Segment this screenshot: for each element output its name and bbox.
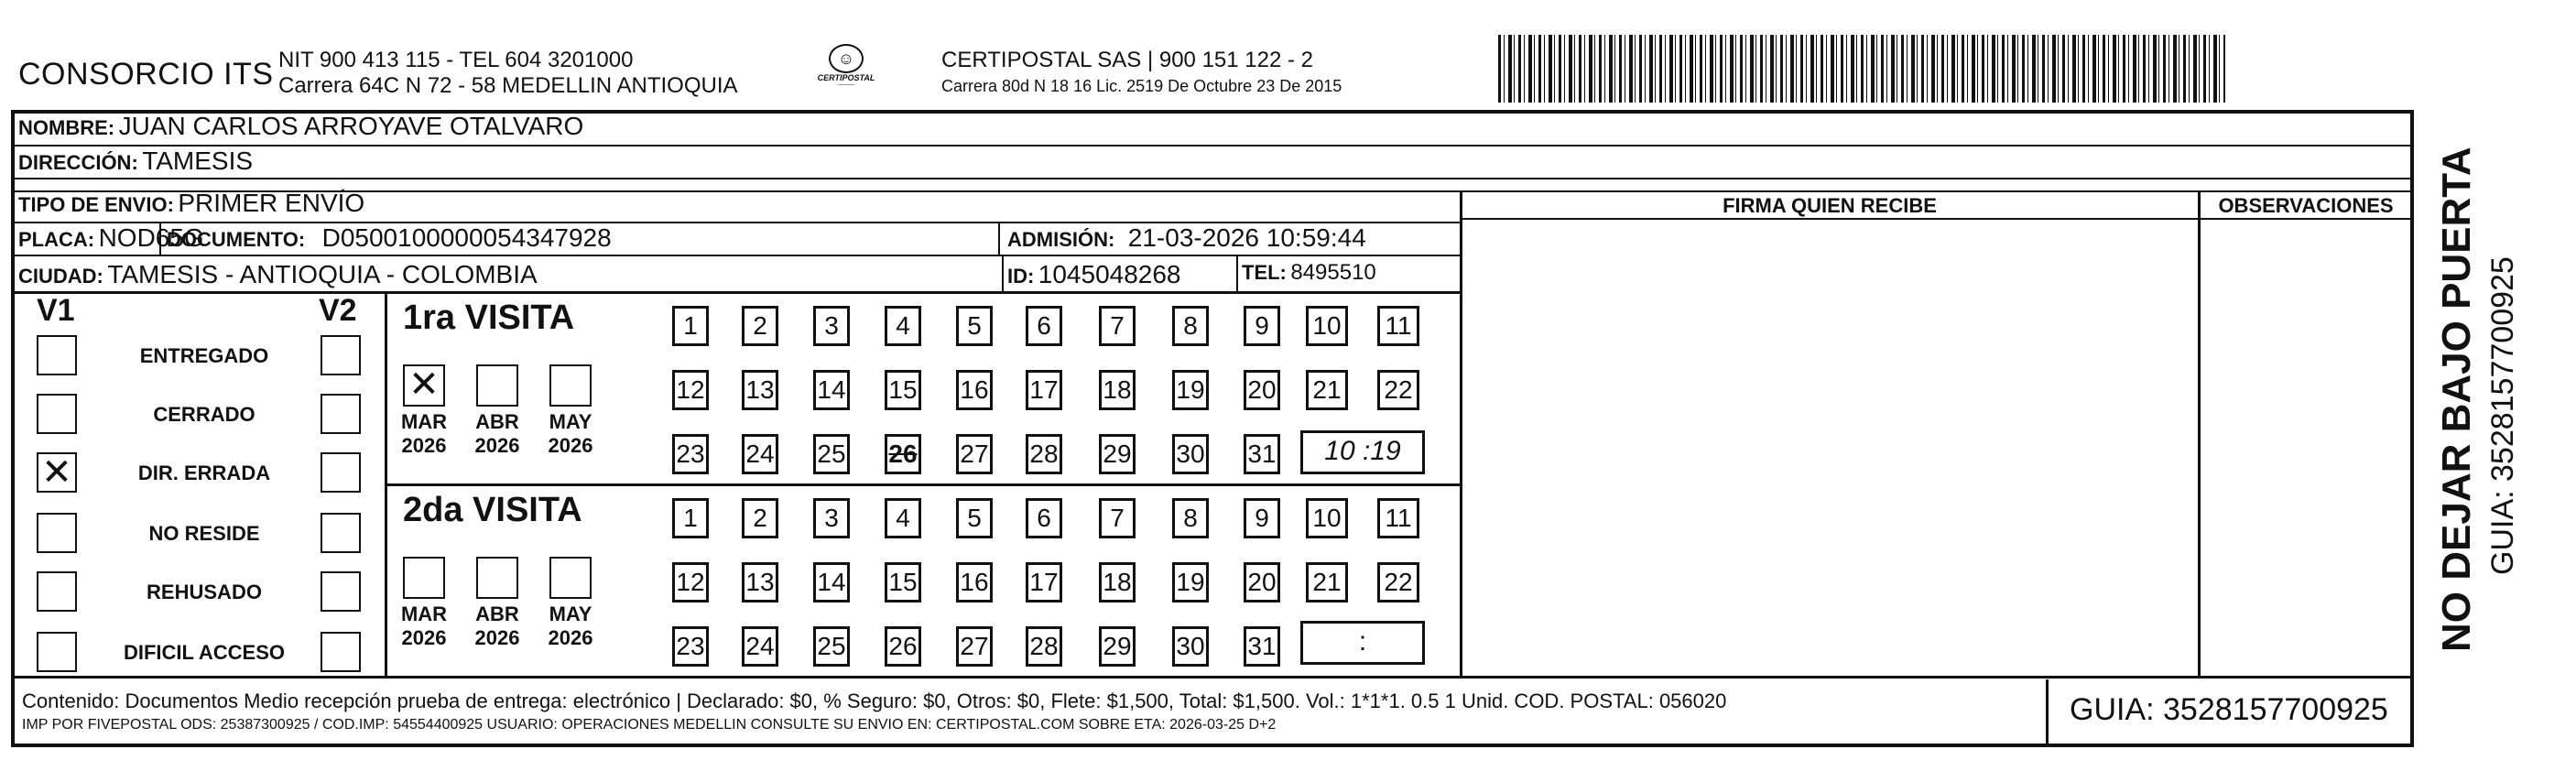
month-year: 2026 <box>548 626 593 649</box>
day-checkbox[interactable]: 28 <box>1026 626 1062 667</box>
observaciones-left-border <box>2198 190 2201 677</box>
v1-checkbox[interactable] <box>37 513 77 553</box>
row-divider <box>11 291 1462 294</box>
day-checkbox[interactable]: 17 <box>1026 562 1062 603</box>
day-checkbox[interactable]: 12 <box>672 562 709 603</box>
month-name: MAY <box>549 603 592 625</box>
row-divider <box>11 190 2412 192</box>
day-checkbox[interactable]: 20 <box>1244 370 1280 410</box>
day-checkbox[interactable]: 6 <box>1026 498 1062 538</box>
admision-cell <box>1007 223 1366 253</box>
id-cell <box>1007 260 1181 289</box>
month-label <box>542 603 599 650</box>
month-checkbox[interactable] <box>476 364 518 407</box>
day-checkbox[interactable]: 8 <box>1172 306 1209 346</box>
day-checkbox[interactable]: 5 <box>956 306 993 346</box>
observaciones-label: OBSERVACIONES <box>2218 194 2394 217</box>
row-divider <box>1462 218 2198 220</box>
documento-cell <box>167 223 612 253</box>
month-year: 2026 <box>401 626 447 649</box>
tipo-envio-value: PRIMER ENVÍO <box>178 189 365 217</box>
day-checkbox[interactable]: 12 <box>672 370 709 410</box>
month-label <box>469 603 526 650</box>
direccion-label: DIRECCIÓN: <box>18 151 138 174</box>
logo-text: CERTIPOSTAL <box>817 73 875 82</box>
ciudad-cell <box>18 260 538 289</box>
day-checkbox[interactable]: 25 <box>813 626 850 667</box>
day-checkbox[interactable]: 7 <box>1099 306 1136 346</box>
side-guia: GUIA: 3528157700925 <box>2485 256 2520 575</box>
v1-checkbox[interactable] <box>37 335 77 375</box>
nit-line: NIT 900 413 115 - TEL 604 3201000 <box>278 48 634 72</box>
firma-label: FIRMA QUIEN RECIBE <box>1723 194 1937 217</box>
certi-license-line: Carrera 80d N 18 16 Lic. 2519 De Octubre 23 De 2015 <box>941 77 1342 95</box>
month-label <box>542 410 599 458</box>
row-divider <box>11 676 2412 679</box>
v2-checkbox[interactable] <box>321 335 361 375</box>
logo-emblem-icon: ☺ <box>829 44 864 73</box>
status-label: ENTREGADO <box>139 344 269 367</box>
frame-bottom <box>11 744 2414 747</box>
placa-value: NOD65G <box>98 223 204 252</box>
day-checkbox[interactable]: 30 <box>1172 626 1209 667</box>
month-checkbox[interactable] <box>403 557 445 599</box>
day-checkbox[interactable]: 3 <box>813 306 850 346</box>
day-checkbox[interactable]: 29 <box>1099 434 1136 474</box>
company-name: CONSORCIO ITS <box>18 57 274 92</box>
admision-label: ADMISIÓN: <box>1007 228 1115 251</box>
day-checkbox[interactable]: 4 <box>885 306 921 346</box>
v2-checkbox[interactable] <box>321 632 361 672</box>
day-checkbox[interactable]: 29 <box>1099 626 1136 667</box>
certipostal-logo <box>810 40 883 106</box>
day-checkbox[interactable]: 18 <box>1099 370 1136 410</box>
id-label: ID: <box>1007 265 1035 288</box>
month-year: 2026 <box>474 626 520 649</box>
nombre-value: JUAN CARLOS ARROYAVE OTALVARO <box>118 112 584 140</box>
day-checkbox[interactable]: 19 <box>1172 370 1209 410</box>
day-checkbox[interactable]: 19 <box>1172 562 1209 603</box>
documento-label: DOCUMENTO: <box>167 228 306 251</box>
documento-value: D0500100000054347928 <box>321 223 612 252</box>
signature-area[interactable] <box>1463 222 2196 674</box>
day-checkbox[interactable]: 24 <box>742 626 778 667</box>
day-checkbox[interactable]: 23 <box>672 434 709 474</box>
day-checkbox[interactable]: 24 <box>742 434 778 474</box>
month-checkbox[interactable] <box>476 557 518 599</box>
second-visit-time[interactable]: : <box>1300 621 1425 665</box>
day-checkbox[interactable]: 9 <box>1244 306 1280 346</box>
day-checkbox[interactable]: 20 <box>1244 562 1280 603</box>
tipo-envio-label: TIPO DE ENVIO: <box>18 193 174 216</box>
day-checkbox[interactable]: 6 <box>1026 306 1062 346</box>
day-checkbox[interactable]: 8 <box>1172 498 1209 538</box>
row-divider <box>11 178 2412 179</box>
day-checkbox[interactable]: 14 <box>813 370 850 410</box>
day-checkbox[interactable]: 4 <box>885 498 921 538</box>
day-checkbox[interactable]: 10 <box>1306 306 1348 346</box>
footer-guia: GUIA: 3528157700925 <box>2070 692 2388 727</box>
tel-cell <box>1242 260 1376 286</box>
v1-checkbox[interactable]: ✕ <box>37 452 77 493</box>
second-visit-title: 2da VISITA <box>403 491 582 529</box>
day-checkbox[interactable]: 9 <box>1244 498 1280 538</box>
row-divider <box>2198 218 2412 220</box>
day-checkbox[interactable]: 22 <box>1377 562 1419 603</box>
placa-label: PLACA: <box>18 228 95 251</box>
cell-divider <box>1236 255 1238 291</box>
day-checkbox[interactable]: 31 <box>1244 626 1280 667</box>
cell-divider <box>998 223 1000 255</box>
v1-checkbox[interactable] <box>37 571 77 612</box>
day-checkbox[interactable]: 23 <box>672 626 709 667</box>
row-divider <box>11 255 1462 256</box>
day-checkbox[interactable]: 21 <box>1306 562 1348 603</box>
frame-left <box>11 110 15 747</box>
v2-checkbox[interactable] <box>321 394 361 434</box>
day-checkbox[interactable]: 2 <box>742 498 778 538</box>
month-year: 2026 <box>548 434 593 457</box>
month-checkbox[interactable] <box>549 364 592 407</box>
day-checkbox[interactable]: 5 <box>956 498 993 538</box>
month-name: ABR <box>475 603 519 625</box>
v1-checkbox[interactable] <box>37 394 77 434</box>
day-checkbox[interactable]: 25 <box>813 434 850 474</box>
tel-value: 8495510 <box>1290 260 1376 285</box>
v1-checkbox[interactable] <box>37 632 77 672</box>
day-checkbox[interactable]: 26 <box>885 434 921 474</box>
v1-header: V1 <box>37 293 75 328</box>
day-checkbox[interactable]: 31 <box>1244 434 1280 474</box>
v2-checkbox[interactable] <box>321 513 361 553</box>
day-checkbox[interactable]: 26 <box>885 626 921 667</box>
status-label: CERRADO <box>153 403 255 426</box>
day-checkbox[interactable]: 30 <box>1172 434 1209 474</box>
side-warning: NO DEJAR BAJO PUERTA <box>2434 147 2479 652</box>
nombre-label: NOMBRE: <box>18 116 115 139</box>
month-name: ABR <box>475 410 519 433</box>
day-checkbox[interactable]: 16 <box>956 370 993 410</box>
day-checkbox[interactable]: 15 <box>885 370 921 410</box>
logo-subtext: ——— <box>838 82 854 88</box>
address-line: Carrera 64C N 72 - 58 MEDELLIN ANTIOQUIA <box>278 73 738 98</box>
ciudad-value: TAMESIS - ANTIOQUIA - COLOMBIA <box>107 260 538 288</box>
company-nit <box>278 48 738 99</box>
day-checkbox[interactable]: 18 <box>1099 562 1136 603</box>
direccion-value: TAMESIS <box>142 147 254 175</box>
day-checkbox[interactable]: 7 <box>1099 498 1136 538</box>
id-value: 1045048268 <box>1038 260 1181 288</box>
day-checkbox[interactable]: 2 <box>742 306 778 346</box>
status-label: DIR. ERRADA <box>137 461 271 484</box>
month-label <box>396 410 452 458</box>
day-checkbox[interactable]: 1 <box>672 498 709 538</box>
day-checkbox[interactable]: 16 <box>956 562 993 603</box>
day-checkbox[interactable]: 11 <box>1377 498 1419 538</box>
day-checkbox[interactable]: 14 <box>813 562 850 603</box>
v2-checkbox[interactable] <box>321 452 361 493</box>
month-checkbox[interactable]: ✕ <box>403 364 445 407</box>
first-visit-time[interactable]: 10 :19 <box>1300 430 1425 474</box>
day-checkbox[interactable]: 13 <box>742 562 778 603</box>
month-year: 2026 <box>474 434 520 457</box>
footer-print-line: IMP POR FIVEPOSTAL ODS: 25387300925 / COD.IMP: 54554400925 USUARIO: OPERACIONES MEDELLIN CONSULTE SU ENVIO EN: CERTIPOSTAL.COM SOBRE ETA: 2026-03-25 D+2 <box>22 717 1277 733</box>
status-label: REHUSADO <box>147 581 262 603</box>
day-checkbox[interactable]: 11 <box>1377 306 1419 346</box>
v2-header: V2 <box>319 293 357 328</box>
day-checkbox[interactable]: 21 <box>1306 370 1348 410</box>
visit-divider <box>385 483 1462 486</box>
v2-checkbox[interactable] <box>321 571 361 612</box>
tipo-envio-row <box>18 189 364 218</box>
month-name: MAR <box>400 603 448 625</box>
status-label: NO RESIDE <box>148 522 260 545</box>
day-checkbox[interactable]: 27 <box>956 434 993 474</box>
nombre-row <box>18 112 583 141</box>
month-name: MAY <box>549 410 592 433</box>
day-checkbox[interactable]: 3 <box>813 498 850 538</box>
day-checkbox[interactable]: 10 <box>1306 498 1348 538</box>
month-checkbox[interactable] <box>549 557 592 599</box>
month-label <box>469 410 526 458</box>
day-checkbox[interactable]: 1 <box>672 306 709 346</box>
certipostal-info <box>941 48 1342 99</box>
barcode <box>1498 35 2225 103</box>
observaciones-area[interactable] <box>2201 222 2410 674</box>
row-divider <box>11 145 2412 147</box>
first-visit-title: 1ra VISITA <box>403 299 575 337</box>
day-checkbox[interactable]: 27 <box>956 626 993 667</box>
tel-label: TEL: <box>1242 261 1287 284</box>
signature-left-border <box>1460 190 1462 677</box>
cell-divider <box>2046 679 2049 744</box>
day-checkbox[interactable]: 22 <box>1377 370 1419 410</box>
direccion-row <box>18 147 253 176</box>
footer-content-line: Contenido: Documentos Medio recepción prueba de entrega: electrónico | Declarado: $0, % Seguro: $0, Otros: $0, Flete: $1,500, Total: $1,500. Vol.: 1*1*1. 0.5 1 Unid. COD. POSTAL: 056020 <box>22 689 1727 712</box>
status-label: DIFICIL ACCESO <box>123 641 285 664</box>
day-checkbox[interactable]: 17 <box>1026 370 1062 410</box>
day-checkbox[interactable]: 13 <box>742 370 778 410</box>
certi-line: CERTIPOSTAL SAS | 900 151 122 - 2 <box>941 48 1313 72</box>
month-year: 2026 <box>401 434 447 457</box>
month-label <box>396 603 452 650</box>
day-checkbox[interactable]: 15 <box>885 562 921 603</box>
day-checkbox[interactable]: 28 <box>1026 434 1062 474</box>
month-name: MAR <box>400 410 448 433</box>
ciudad-label: CIUDAD: <box>18 265 103 288</box>
admision-value: 21-03-2026 10:59:44 <box>1127 223 1366 252</box>
cell-divider <box>1002 255 1004 291</box>
